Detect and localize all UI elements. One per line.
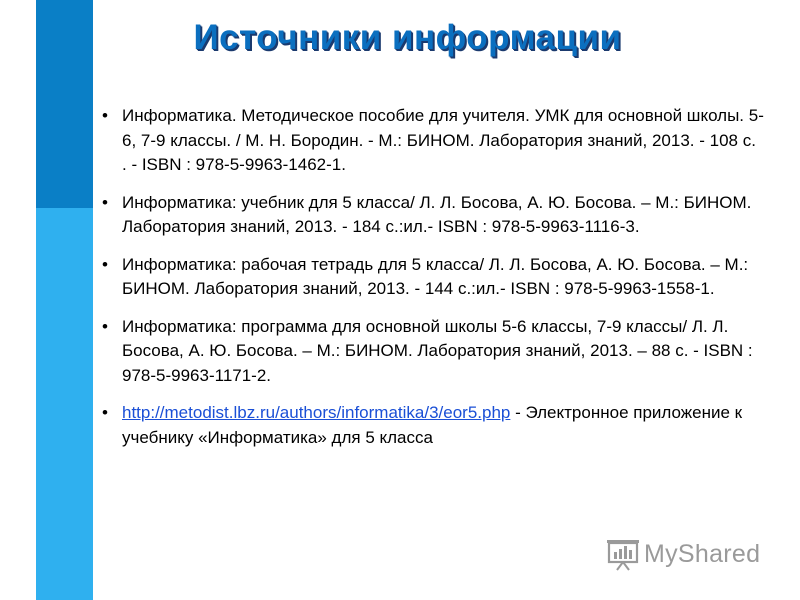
bullet-icon: •	[102, 254, 108, 274]
left-band-light	[36, 208, 93, 600]
bullet-icon: •	[102, 316, 108, 336]
bullet-icon: •	[102, 106, 108, 125]
source-text: Информатика: рабочая тетрадь для 5 класса/ Л. Л. Босова, А. Ю. Босова. – М.: БИНОМ. Лаборатория знаний, 2013. - 144 с.:ил.- ISBN : 978-5-9963-1558-1.	[122, 254, 749, 298]
list-item	[100, 104, 765, 178]
bullet-icon: •	[102, 403, 108, 422]
logo-text: MyShared	[644, 539, 761, 568]
source-text: - Электронное приложение к учебнику «Информатика» для 5 класса	[122, 403, 743, 447]
left-band-dark	[36, 0, 93, 208]
list-item	[100, 191, 765, 240]
sources-list	[100, 104, 765, 463]
myshared-logo[interactable]	[606, 536, 760, 572]
presentation-board-icon	[606, 537, 640, 571]
list-item	[100, 401, 765, 450]
source-text: Информатика: учебник для 5 класса/ Л. Л. Босова, А. Ю. Босова. – М.: БИНОМ. Лаборатория знаний, 2013. - 184 с.:ил.- ISBN : 978-5-9963-1116-3.	[122, 192, 752, 236]
list-item	[100, 253, 765, 302]
list-item	[100, 315, 765, 389]
slide-title: Источники информации	[193, 18, 622, 57]
bullet-icon: •	[102, 192, 108, 212]
eor-link[interactable]: http://metodist.lbz.ru/authors/informatika/3/eor5.php	[122, 403, 511, 422]
source-text: Информатика. Методическое пособие для учителя. УМК для основной школы. 5-6, 7-9 классы. / М. Н. Бородин. - М.: БИНОМ. Лаборатория знаний, 2013. - 108 с. . - ISBN : 978-5-9963-1462-1.	[122, 106, 764, 174]
source-text: Информатика: программа для основной школы 5-6 классы, 7-9 классы/ Л. Л. Босова, А. Ю. Босова. – М.: БИНОМ. Лаборатория знаний, 2013. – 88 с. - ISBN : 978-5-9963-1171-2.	[122, 316, 753, 385]
